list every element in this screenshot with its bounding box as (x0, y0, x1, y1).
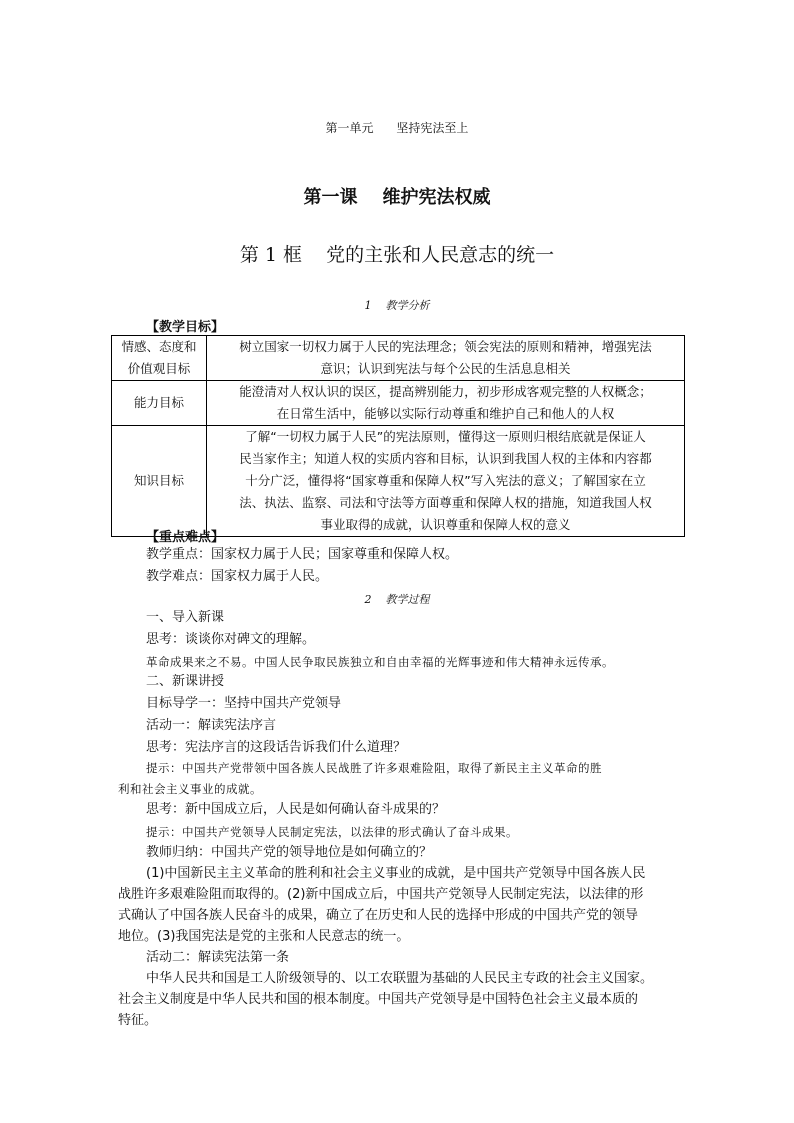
teacher-summary: 教师归纳：中国共产党的领导地位是如何确立的？ (146, 845, 433, 860)
teaching-focus: 教学重点：国家权力属于人民；国家尊重和保障人权。 (146, 547, 459, 562)
row-text: 了解“一切权力属于人民”的宪法原则，懂得这一原则归根结底就是保证人 民当家作主；知道人权的实质内容和目标，认识到我国人权的主体和内容都 十分广泛，懂得将“国家尊重和保障人权”写入宪法的意义；了解国家在立 法、执法、监察、司法和守法等方面尊重和保障人权的措施，知道我国人权 事业取得的成就，认识尊重和保障人权的意义 (207, 426, 685, 537)
row-label: 情感、态度和 价值观目标 (112, 336, 207, 381)
unit-title: 第一单元 坚持宪法至上 (325, 121, 469, 135)
article-paragraph: 特征。 (118, 1013, 158, 1028)
article-paragraph: 社会主义制度是中华人民共和国的根本制度。中国共产党领导是中国特色社会主义最本质的 (118, 992, 639, 1007)
think-question: 思考：新中国成立后，人民是如何确认奋斗成果的？ (146, 802, 446, 817)
table-row (112, 381, 685, 426)
frame-title: 第 1 框 党的主张和人民意志的统一 (239, 244, 555, 266)
keypoints-heading: 【重点难点】 (146, 530, 225, 545)
new-lesson-heading: 二、新课讲授 (146, 674, 225, 689)
hint-text: 提示：中国共产党带领中国各族人民战胜了许多艰难险阻，取得了新民主主义革命的胜 (146, 761, 602, 775)
section-teaching-analysis: 1 教学分析 (364, 299, 430, 312)
teaching-goals-table (111, 335, 685, 537)
lesson-title: 第一课 维护宪法权威 (303, 187, 491, 208)
summary-paragraph: (1)中国新民主主义革命的胜利和社会主义事业的成就，是中国共产党领导中国各族人民 (146, 866, 646, 881)
row-text: 能澄清对人权认识的误区，提高辨别能力，初步形成客观完整的人权概念； 在日常生活中，能够以实际行动尊重和维护自己和他人的人权 (207, 381, 685, 426)
hint-text: 提示：中国共产党领导人民制定宪法，以法律的形式确认了奋斗成果。 (146, 825, 518, 839)
activity-one: 活动一：解读宪法序言 (146, 718, 277, 733)
goal-guide-one: 目标导学一：坚持中国共产党领导 (146, 696, 342, 711)
teaching-difficulty: 教学难点：国家权力属于人民。 (146, 569, 329, 584)
hint-text: 利和社会主义事业的成就。 (118, 782, 262, 796)
table-row (112, 336, 685, 381)
intro-heading: 一、导入新课 (146, 610, 225, 625)
goals-heading: 【教学目标】 (146, 320, 225, 335)
section-teaching-process: 2 教学过程 (364, 593, 430, 606)
inscription-text: 革命成果来之不易。中国人民争取民族独立和自由幸福的光辉事迹和伟大精神永远传承。 (146, 655, 614, 669)
summary-paragraph: 战胜许多艰难险阻而取得的。(2)新中国成立后，中国共产党领导人民制定宪法，以法律的形 (118, 887, 644, 902)
article-paragraph: 中华人民共和国是工人阶级领导的、以工农联盟为基础的人民民主专政的社会主义国家。 (146, 971, 654, 986)
think-question: 思考：宪法序言的这段话告诉我们什么道理？ (146, 740, 407, 755)
think-question: 思考：谈谈你对碑文的理解。 (146, 632, 316, 647)
summary-paragraph: 式确认了中国各族人民奋斗的成果，确立了在历史和人民的选择中形成的中国共产党的领导 (118, 908, 639, 923)
row-text: 树立国家一切权力属于人民的宪法理念；领会宪法的原则和精神，增强宪法 意识；认识到宪法与每个公民的生活息息相关 (207, 336, 685, 381)
activity-two: 活动二：解读宪法第一条 (146, 950, 290, 965)
summary-paragraph: 地位。(3)我国宪法是党的主张和人民意志的统一。 (118, 929, 410, 944)
table-row (112, 426, 685, 537)
row-label: 能力目标 (112, 381, 207, 426)
row-label: 知识目标 (112, 426, 207, 537)
